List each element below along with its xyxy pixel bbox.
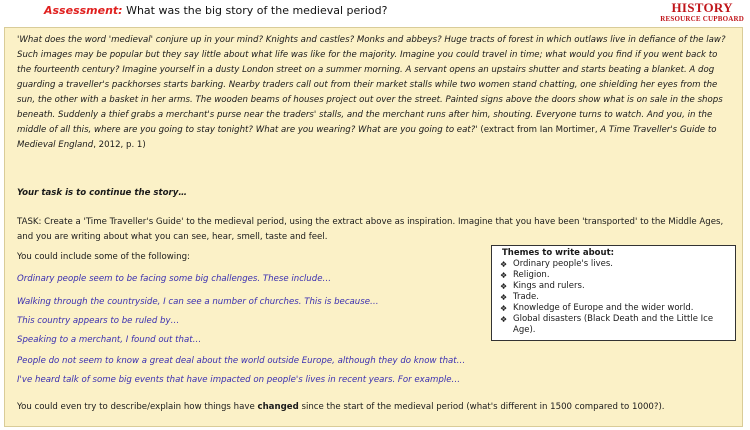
intro-quote: 'What does the word 'medieval' conjure up in your mind? Knights and castles? Monks and abbeys? Huge tracts of forest in which outlaws live in defiance of the law? Such images may be popular but they say little about what life was like for the majority. Imagine you could travel in time; what would you find if you went back to the fourteenth century? Imagine yourself in a dusty London street on a summer morning. A servant opens an upstairs shutter and starts beating a blanket. A dog guarding a traveller's packhorses starts barking. Nearby traders call out from their market stalls while two women stand chatting, one shielding her eyes from the sun, the other with a basket in her arms. The wooden beams of houses project out over the street. Painted signs above the doors show what is on sale in the shops beneath. Suddenly a thief grabs a merchant's purse near the traders' stalls, and the merchant runs after him, shouting. Everyone turns to watch. And you, in the middle of all this, where are you going to stay tonight? What are you wearing? What are you going to eat?' [17,35,726,135]
closing-emphasis: changed [257,402,299,412]
prompt-line: This country appears to be ruled by… [17,316,180,326]
prompt-line: Ordinary people seem to be facing some big challenges. These include… [17,274,332,284]
prompt-line: People do not seem to know a great deal about the world outside Europe, although they do know that… [17,356,466,366]
theme-item-label: Trade. [513,292,539,302]
brand-line-1: HISTORY [671,0,733,15]
closing-after: since the start of the medieval period (what's different in 1500 compared to 1000?). [298,402,665,412]
diamond-bullet-icon: ❖ [500,271,508,280]
task-heading: Your task is to continue the story… [17,188,187,198]
themes-list [500,259,729,336]
theme-item-label: Ordinary people's lives. [513,259,614,269]
closing-before: You could even try to describe/explain how things have [17,402,258,412]
theme-item [500,314,729,336]
diamond-bullet-icon: ❖ [500,304,508,313]
task-text: TASK: Create a 'Time Traveller's Guide' to the medieval period, using the extract above as inspiration. Imagine that you have been 'transported' to the Middle Ages, and you are writing about what you can see, hear, smell, taste and feel. [17,217,724,242]
themes-box [491,245,736,341]
theme-item [500,270,729,281]
brand-line-2: RESOURCE CUPBOARD [660,15,744,23]
theme-item-label: Kings and rulers. [513,281,585,291]
theme-item [500,292,729,303]
diamond-bullet-icon: ❖ [500,260,508,269]
theme-item-label: Global disasters (Black Death and the Little Ice Age). [513,314,714,335]
prompt-line: Walking through the countryside, I can see a number of churches. This is because… [17,297,379,307]
citation-title: A Time Traveller's Guide to Medieval England [17,125,717,150]
prompt-line: I've heard talk of some big events that have impacted on people's lives in recent years. For example… [17,375,461,385]
closing-text [17,400,733,415]
theme-item [500,303,729,314]
theme-item-label: Religion. [513,270,550,280]
brand-logo [660,1,744,23]
citation-prefix: (extract from Ian Mortimer, [477,125,601,135]
theme-item [500,281,729,292]
themes-title: Themes to write about: [502,248,615,258]
assessment-question: What was the big story of the medieval period? [126,4,388,17]
intro-extract [17,33,733,153]
diamond-bullet-icon: ❖ [500,315,508,324]
diamond-bullet-icon: ❖ [500,282,508,291]
worksheet-panel [4,27,743,427]
assessment-title [44,4,387,17]
citation-suffix: , 2012, p. 1) [93,140,146,150]
prompt-line: Speaking to a merchant, I found out that… [17,335,202,345]
theme-item [500,259,729,270]
include-label: You could include some of the following: [17,252,190,262]
theme-item-label: Knowledge of Europe and the wider world. [513,303,694,313]
assessment-label: Assessment: [44,4,123,17]
header-bar [0,0,750,26]
diamond-bullet-icon: ❖ [500,293,508,302]
